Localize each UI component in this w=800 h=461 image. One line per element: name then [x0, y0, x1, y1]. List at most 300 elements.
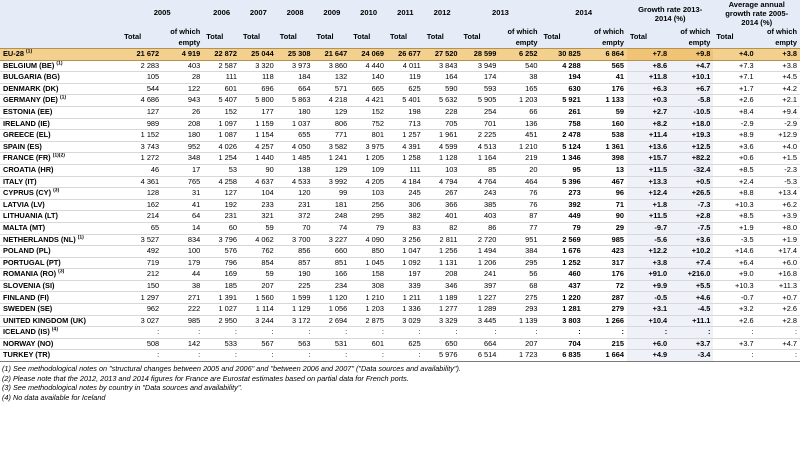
table-cell: 76 — [499, 199, 540, 211]
table-cell: 22 872 — [203, 49, 240, 61]
country-label: POLAND (PL) — [3, 246, 51, 256]
table-cell: : — [162, 327, 203, 339]
table-cell: 1 206 — [460, 257, 499, 269]
table-cell: 464 — [499, 176, 540, 188]
table-cell: 21 647 — [313, 49, 350, 61]
footnote-line: (2) Please note that the 2012, 2013 and 2014 figures for France are Eurostat estimates based on partial data for French ports. — [2, 373, 409, 383]
table-cell: 857 — [277, 257, 314, 269]
table-cell: 1 346 — [540, 153, 583, 165]
table-cell: 245 — [387, 188, 424, 200]
table-cell: 951 — [499, 234, 540, 246]
table-cell: 164 — [424, 72, 461, 84]
table-cell: 321 — [240, 211, 277, 223]
table-cell: 5 401 — [387, 95, 424, 107]
table-cell: 3 227 — [313, 234, 350, 246]
table-cell: +26.5 — [670, 188, 713, 200]
table-cell: 665 — [350, 83, 387, 95]
table-cell: 366 — [424, 199, 461, 211]
table-cell: +6.3 — [627, 83, 670, 95]
table-cell: 1 045 — [350, 257, 387, 269]
table-cell: 2 569 — [540, 234, 583, 246]
footnote-ref: (1)(2) — [52, 152, 65, 159]
country-name — [0, 292, 121, 304]
table-cell: 308 — [350, 280, 387, 292]
subheader-total: Total — [240, 27, 277, 49]
table-cell: 140 — [350, 72, 387, 84]
country-label: NORWAY (NO) — [3, 338, 54, 348]
table-cell: 1 252 — [540, 257, 583, 269]
table-cell: 118 — [240, 72, 277, 84]
table-cell: 59 — [240, 269, 277, 281]
table-cell: 4 421 — [350, 95, 387, 107]
table-cell: 3 172 — [277, 315, 314, 327]
table-cell: +10.2 — [670, 246, 713, 258]
table-cell: 95 — [540, 164, 583, 176]
footnotes — [0, 362, 800, 402]
table-cell: 1 152 — [121, 130, 162, 142]
subheader-total: Total — [540, 27, 583, 49]
table-cell: 41 — [162, 199, 203, 211]
table-cell: +8.0 — [757, 222, 800, 234]
table-row — [0, 141, 800, 153]
table-cell: 1 297 — [121, 292, 162, 304]
table-cell: 1 037 — [277, 118, 314, 130]
table-cell: 1 485 — [277, 153, 314, 165]
subheader-total: Total — [350, 27, 387, 49]
table-cell: +216.0 — [670, 269, 713, 281]
table-cell: 152 — [203, 106, 240, 118]
table-cell: 222 — [162, 304, 203, 316]
header-year-2010: 2010 — [350, 0, 387, 27]
table-cell: 544 — [121, 83, 162, 95]
table-cell: +8.5 — [713, 211, 756, 223]
country-label: CROATIA (HR) — [3, 164, 54, 174]
table-row — [0, 222, 800, 234]
table-row — [0, 164, 800, 176]
table-cell: 234 — [313, 280, 350, 292]
table-cell: 385 — [460, 199, 499, 211]
table-cell: +82.2 — [670, 153, 713, 165]
table-cell: +2.8 — [670, 211, 713, 223]
table-cell: 181 — [313, 199, 350, 211]
table-cell: 1 120 — [313, 292, 350, 304]
table-cell: 166 — [313, 269, 350, 281]
table-cell: 31 — [162, 188, 203, 200]
table-cell: 83 — [387, 222, 424, 234]
footnote-ref: (3) — [58, 268, 65, 275]
footnote-line: (4) No data available for Iceland — [2, 392, 106, 402]
table-cell: 26 — [162, 106, 203, 118]
table-cell: 854 — [240, 257, 277, 269]
table-cell: 437 — [540, 280, 583, 292]
table-cell: +4.7 — [670, 60, 713, 72]
table-cell: 492 — [121, 246, 162, 258]
table-row — [0, 350, 800, 362]
table-cell: +6.4 — [713, 257, 756, 269]
table-cell: 2 225 — [460, 130, 499, 142]
table-cell: : — [757, 327, 800, 339]
table-cell: 664 — [460, 338, 499, 350]
table-cell: 100 — [162, 246, 203, 258]
table-cell: 2 875 — [350, 315, 387, 327]
table-cell: 3 796 — [203, 234, 240, 246]
table-cell: 136 — [499, 118, 540, 130]
table-cell: +12.4 — [627, 188, 670, 200]
table-cell: 194 — [540, 72, 583, 84]
table-cell: 3 582 — [313, 141, 350, 153]
table-cell: 241 — [460, 269, 499, 281]
table-cell: +8.4 — [713, 106, 756, 118]
table-cell: 1 189 — [424, 292, 461, 304]
table-cell: 5 976 — [424, 350, 461, 362]
table-cell: 834 — [162, 234, 203, 246]
table-cell: +8.2 — [627, 118, 670, 130]
table-cell: 1 128 — [424, 153, 461, 165]
table-cell: 1 254 — [203, 153, 240, 165]
table-cell: 1 210 — [350, 292, 387, 304]
table-cell: +4.6 — [670, 292, 713, 304]
table-cell: 3 992 — [313, 176, 350, 188]
table-cell: 138 — [277, 164, 314, 176]
country-name — [0, 338, 121, 350]
table-cell: 1 092 — [387, 257, 424, 269]
table-cell: +9.4 — [757, 106, 800, 118]
table-cell: +2.6 — [757, 304, 800, 316]
subheader-total: Total — [203, 27, 240, 49]
subheader-total: Total — [121, 27, 162, 49]
country-name — [0, 164, 121, 176]
table-cell: 3 973 — [277, 60, 314, 72]
table-cell: 71 — [584, 199, 627, 211]
table-row — [0, 118, 800, 130]
table-cell: 1 164 — [460, 153, 499, 165]
table-cell: 79 — [540, 222, 583, 234]
table-cell: +11.4 — [627, 130, 670, 142]
subheader-of-which-empty: of which empty — [757, 27, 800, 49]
table-row — [0, 176, 800, 188]
table-cell: 109 — [350, 164, 387, 176]
header-year-2006: 2006 — [203, 0, 240, 27]
table-cell: 3 803 — [540, 315, 583, 327]
table-cell: 3 320 — [240, 60, 277, 72]
table-cell: 59 — [240, 222, 277, 234]
table-cell: : — [277, 350, 314, 362]
table-cell: +11.5 — [627, 211, 670, 223]
country-label: TURKEY (TR) — [3, 350, 51, 360]
table-row — [0, 338, 800, 350]
table-cell: 4 686 — [121, 95, 162, 107]
table-cell: +11.3 — [757, 280, 800, 292]
table-cell: -7.5 — [670, 222, 713, 234]
table-cell: -2.9 — [713, 118, 756, 130]
country-label: FRANCE (FR) — [3, 153, 51, 163]
table-cell: : — [670, 327, 713, 339]
footnote-ref: (1) — [59, 94, 67, 101]
country-name — [0, 141, 121, 153]
table-cell: 372 — [277, 211, 314, 223]
table-cell: 103 — [424, 164, 461, 176]
table-cell: +11.1 — [670, 315, 713, 327]
country-name — [0, 60, 121, 72]
table-cell: 207 — [499, 338, 540, 350]
table-cell: : — [313, 350, 350, 362]
table-cell: 38 — [162, 280, 203, 292]
table-cell: : — [460, 327, 499, 339]
country-label: DENMARK (DK) — [3, 83, 59, 93]
table-cell: 208 — [162, 118, 203, 130]
table-cell: 1 027 — [203, 304, 240, 316]
table-cell: +0.7 — [757, 292, 800, 304]
table-cell: 295 — [350, 211, 387, 223]
table-cell: 169 — [203, 269, 240, 281]
table-cell: 317 — [584, 257, 627, 269]
table-cell: 1 203 — [499, 95, 540, 107]
table-cell: 273 — [540, 188, 583, 200]
country-label: FINLAND (FI) — [3, 292, 49, 302]
footnote-ref: (3) — [53, 187, 60, 194]
table-cell: 4 090 — [350, 234, 387, 246]
header-sub-row — [0, 27, 800, 49]
country-label: UNITED KINGDOM (UK) — [3, 315, 86, 325]
table-cell: : — [121, 327, 162, 339]
table-cell: 56 — [499, 269, 540, 281]
table-cell: 1 664 — [584, 350, 627, 362]
footnote-ref: (4) — [51, 326, 58, 333]
country-name — [0, 199, 121, 211]
table-cell: 68 — [499, 280, 540, 292]
country-name — [0, 106, 121, 118]
table-cell: +1.9 — [713, 222, 756, 234]
table-cell: +9.9 — [627, 280, 670, 292]
table-row — [0, 280, 800, 292]
country-name — [0, 304, 121, 316]
country-label: LATVIA (LV) — [3, 199, 45, 209]
table-cell: 162 — [121, 199, 162, 211]
table-cell: +19.3 — [670, 130, 713, 142]
table-cell: : — [162, 350, 203, 362]
table-cell: 214 — [121, 211, 162, 223]
table-cell: 4 258 — [203, 176, 240, 188]
table-cell: : — [757, 350, 800, 362]
table-cell: : — [240, 350, 277, 362]
table-cell: 14 — [162, 222, 203, 234]
table-cell: 25 044 — [240, 49, 277, 61]
table-cell: 650 — [424, 338, 461, 350]
table-cell: 3 975 — [350, 141, 387, 153]
table-cell: 3 700 — [277, 234, 314, 246]
country-label: CYPRUS (CY) — [3, 188, 52, 198]
table-cell: 66 — [499, 106, 540, 118]
table-cell: 962 — [121, 304, 162, 316]
table-cell: +6.2 — [757, 199, 800, 211]
table-cell: 762 — [240, 246, 277, 258]
table-cell: 4 050 — [277, 141, 314, 153]
country-label: SWEDEN (SE) — [3, 304, 53, 314]
table-cell: 4 218 — [313, 95, 350, 107]
table-cell: +6.7 — [670, 83, 713, 95]
table-cell: 985 — [162, 315, 203, 327]
table-cell: 90 — [240, 164, 277, 176]
table-cell: +2.8 — [757, 315, 800, 327]
country-label: SLOVENIA (SI) — [3, 280, 55, 290]
table-cell: +15.7 — [627, 153, 670, 165]
table-cell: 5 800 — [240, 95, 277, 107]
table-cell: 2 478 — [540, 130, 583, 142]
table-cell: 185 — [203, 280, 240, 292]
table-cell: 3 329 — [424, 315, 461, 327]
header-year-2012: 2012 — [424, 0, 461, 27]
table-cell: +3.9 — [757, 211, 800, 223]
footnote-ref: (1) — [26, 48, 33, 55]
table-cell: 111 — [387, 164, 424, 176]
table-cell: 3 860 — [313, 60, 350, 72]
table-cell: 231 — [277, 199, 314, 211]
table-cell: 127 — [121, 106, 162, 118]
table-cell: 4 637 — [240, 176, 277, 188]
table-cell: 1 272 — [121, 153, 162, 165]
table-row — [0, 49, 800, 61]
table-cell: 4 919 — [162, 49, 203, 61]
table-cell: 129 — [313, 106, 350, 118]
table-cell: +13.4 — [757, 188, 800, 200]
table-cell: 295 — [499, 257, 540, 269]
table-cell: 3 843 — [424, 60, 461, 72]
table-cell: 5 396 — [540, 176, 583, 188]
table-cell: 1 114 — [240, 304, 277, 316]
table-cell: 28 599 — [460, 49, 499, 61]
table-cell: : — [627, 327, 670, 339]
table-cell: 576 — [203, 246, 240, 258]
header-year-2007: 2007 — [240, 0, 277, 27]
table-cell: +3.6 — [713, 141, 756, 153]
table-cell: +7.8 — [627, 49, 670, 61]
country-name — [0, 188, 121, 200]
subheader-of-which-empty: of which empty — [670, 27, 713, 49]
table-cell: -5.3 — [757, 176, 800, 188]
table-cell: 27 520 — [424, 49, 461, 61]
country-name — [0, 72, 121, 84]
table-cell: 152 — [350, 106, 387, 118]
table-cell: 1 256 — [424, 246, 461, 258]
table-cell: 1 560 — [240, 292, 277, 304]
table-cell: 30 825 — [540, 49, 583, 61]
table-cell: 704 — [540, 338, 583, 350]
table-cell: +9.0 — [713, 269, 756, 281]
table-cell: 6 835 — [540, 350, 583, 362]
table-cell: 3 445 — [460, 315, 499, 327]
country-name — [0, 350, 121, 362]
table-cell: 3 743 — [121, 141, 162, 153]
table-cell: 197 — [387, 269, 424, 281]
table-cell: 1 097 — [203, 118, 240, 130]
subheader-total: Total — [387, 27, 424, 49]
country-label: ESTONIA (EE) — [3, 107, 53, 117]
table-cell: 65 — [121, 222, 162, 234]
table-cell: : — [350, 350, 387, 362]
country-name — [0, 211, 121, 223]
country-name — [0, 327, 121, 339]
table-cell: 85 — [460, 164, 499, 176]
country-label: BULGARIA (BG) — [3, 72, 60, 82]
table-cell: 122 — [162, 83, 203, 95]
table-row — [0, 211, 800, 223]
table-cell: 1 220 — [540, 292, 583, 304]
table-cell: 382 — [387, 211, 424, 223]
table-cell: : — [387, 350, 424, 362]
table-cell: 5 632 — [424, 95, 461, 107]
table-cell: 254 — [460, 106, 499, 118]
table-cell: 397 — [460, 280, 499, 292]
table-cell: 4 026 — [203, 141, 240, 153]
table-cell: 771 — [313, 130, 350, 142]
country-label: GERMANY (DE) — [3, 95, 58, 105]
table-cell: 660 — [313, 246, 350, 258]
table-cell: 228 — [424, 106, 461, 118]
table-cell: 256 — [350, 199, 387, 211]
header-year-2011: 2011 — [387, 0, 424, 27]
table-cell: +3.1 — [627, 304, 670, 316]
table-cell: 630 — [540, 83, 583, 95]
table-cell: 1 227 — [460, 292, 499, 304]
table-cell: +4.2 — [757, 83, 800, 95]
table-cell: 4 599 — [424, 141, 461, 153]
table-cell: 24 069 — [350, 49, 387, 61]
table-cell: +4.5 — [757, 72, 800, 84]
table-cell: -9.7 — [627, 222, 670, 234]
table-cell: 120 — [277, 188, 314, 200]
table-cell: +0.6 — [713, 153, 756, 165]
table-cell: : — [540, 327, 583, 339]
table-cell: 4 391 — [387, 141, 424, 153]
country-name — [0, 269, 121, 281]
table-cell: : — [713, 350, 756, 362]
table-cell: -0.5 — [627, 292, 670, 304]
table-cell: 398 — [584, 153, 627, 165]
table-cell: 4 011 — [387, 60, 424, 72]
header-year-2013: 2013 — [460, 0, 540, 27]
table-cell: 625 — [387, 83, 424, 95]
table-cell: 508 — [121, 338, 162, 350]
table-cell: +9.8 — [670, 49, 713, 61]
table-cell: 111 — [203, 72, 240, 84]
country-label: ICELAND (IS) — [3, 327, 50, 337]
table-cell: 25 308 — [277, 49, 314, 61]
table-cell: 4 794 — [424, 176, 461, 188]
table-cell: 82 — [424, 222, 461, 234]
table-cell: 198 — [387, 106, 424, 118]
table-cell: +2.7 — [627, 106, 670, 118]
country-name — [0, 315, 121, 327]
table-cell: 713 — [387, 118, 424, 130]
table-cell: 625 — [387, 338, 424, 350]
table-cell: 601 — [350, 338, 387, 350]
table-cell: 1 336 — [387, 304, 424, 316]
table-cell: +2.1 — [757, 95, 800, 107]
table-cell: 53 — [203, 164, 240, 176]
table-cell: : — [424, 327, 461, 339]
table-cell: +10.4 — [627, 315, 670, 327]
country-name — [0, 83, 121, 95]
table-cell: 533 — [203, 338, 240, 350]
table-cell: 796 — [203, 257, 240, 269]
table-cell: 4 257 — [240, 141, 277, 153]
country-label: SPAIN (ES) — [3, 141, 42, 151]
table-cell: 267 — [424, 188, 461, 200]
table-cell: 339 — [387, 280, 424, 292]
table-cell: 5 863 — [277, 95, 314, 107]
table-cell: 567 — [240, 338, 277, 350]
table-cell: 3 527 — [121, 234, 162, 246]
